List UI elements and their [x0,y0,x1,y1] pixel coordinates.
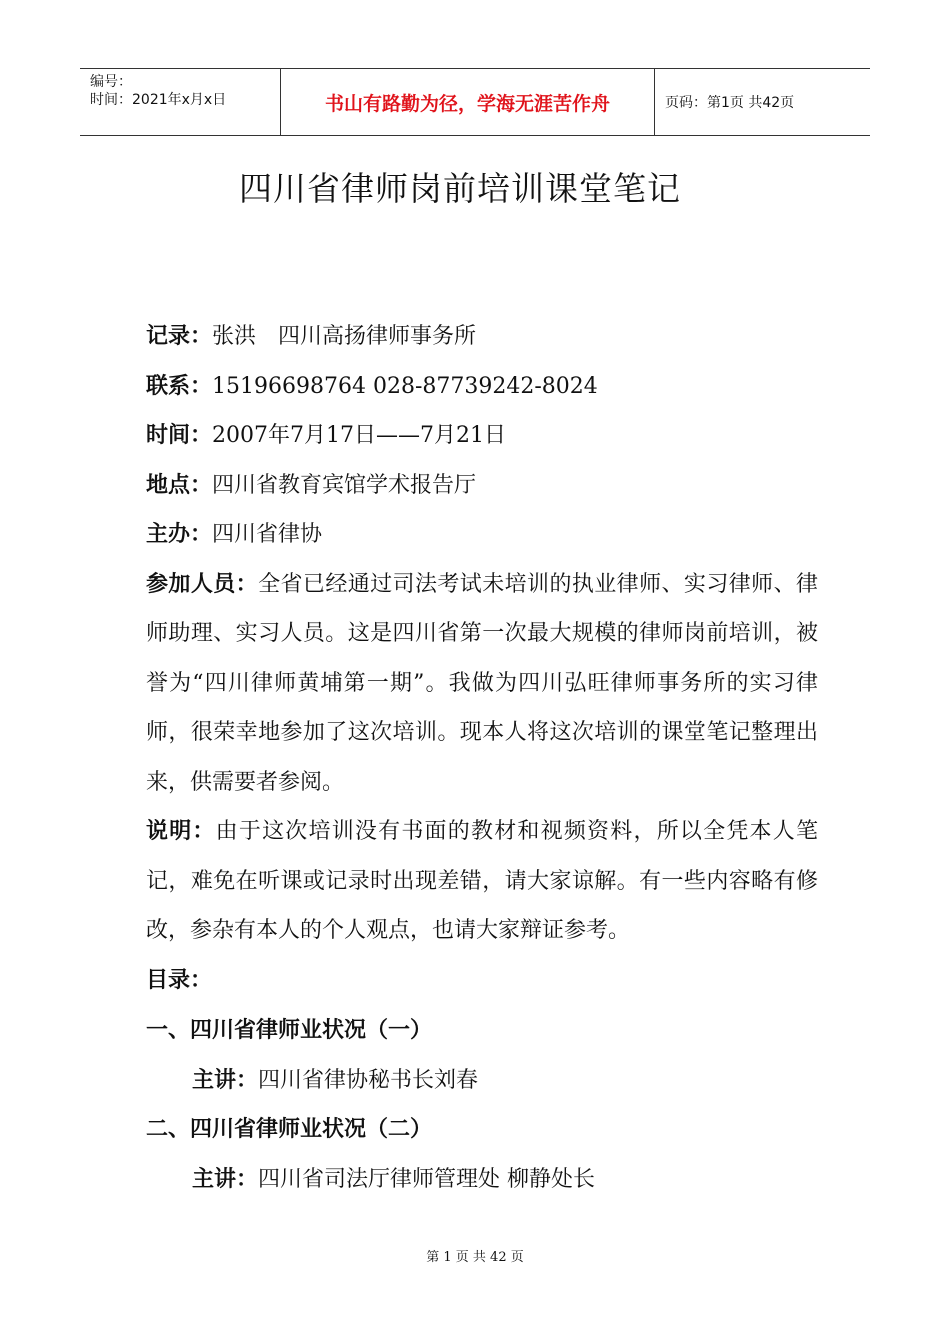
document-title: 四川省律师岗前培训课堂笔记 [239,169,681,208]
participants-paragraph: 参加人员：全省已经通过司法考试未培训的执业律师、实习律师、律师助理、实习人员。这是四川省第一次最大规模的律师岗前培训，被誉为“四川律师黄埔第一期”。我做为四川弘旺律师事务所的实习律师，很荣幸地参加了这次培训。现本人将这次培训的课堂笔记整理出来，供需要者参阅。 [146,571,818,795]
field-location: 地点：四川省教育宾馆学术报告厅 [146,472,477,498]
serial-label: 编号： [90,74,132,90]
note-paragraph: 说明：由于这次培训没有书面的教材和视频资料，所以全凭本人笔记，难免在听课或记录时出现差错，请大家谅解。有一些内容略有修改，参杂有本人的个人观点，也请大家辩证参考。 [146,819,818,943]
page-footer: 第 1 页 共 42 页 [426,1250,524,1265]
header-motto: 书山有路勤为径，学海无涯苦作舟 [281,69,655,135]
time-label: 时间：2021年x月x日 [90,92,227,108]
header-table [80,68,870,136]
toc-item-2-speaker: 主讲：四川省司法厅律师管理处 柳静处长 [192,1167,596,1192]
header-meta [80,69,281,135]
field-organizer: 主办：四川省律协 [146,522,323,547]
toc-label: 目录： [146,967,213,993]
field-time: 时间：2007年7月17日——7月21日 [146,423,506,448]
toc-item-2-title: 二、四川省律师业状况（二） [146,1117,433,1142]
field-record: 记录：张洪 四川高扬律师事务所 [146,324,477,349]
toc-item-1-speaker: 主讲：四川省律协秘书长刘春 [192,1067,479,1093]
document-body [146,312,818,1205]
field-contact: 联系：15196698764 028-87739242-8024 [146,373,598,399]
toc-item-1-title: 一、四川省律师业状况（一） [146,1017,433,1043]
header-page-info: 页码：第1页 共42页 [665,95,795,111]
